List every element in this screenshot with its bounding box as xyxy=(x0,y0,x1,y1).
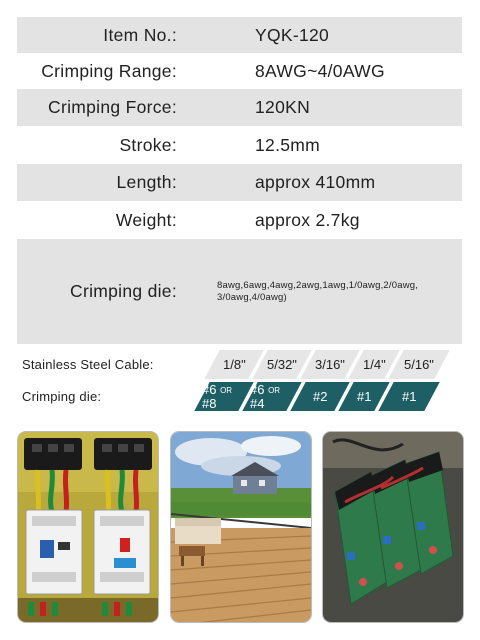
electrical-panel-image xyxy=(18,432,158,622)
die-sizes-text: 8awg,6awg,4awg,2awg,1awg,1/0awg,2/0awg, 3/0awg,4/0awg) xyxy=(217,279,419,303)
cable-size-text: 1/8" xyxy=(222,357,246,372)
die-option: #6 xyxy=(250,381,265,397)
die-option-line xyxy=(250,382,280,397)
cable-size-text: 5/32" xyxy=(267,357,297,372)
wooden-deck-photo xyxy=(170,431,312,623)
spec-row-crimping-die xyxy=(17,239,462,344)
die-option: #6 xyxy=(202,381,217,397)
spec-value: 120KN xyxy=(255,97,311,117)
spec-row-item-no xyxy=(17,17,462,53)
spec-label: Crimping Force: xyxy=(48,97,177,117)
cable-size-text: 1/4" xyxy=(362,357,386,372)
die-cell-content xyxy=(250,383,294,410)
spec-value: YQK-120 xyxy=(255,24,330,45)
spec-label: Crimping die: xyxy=(70,281,177,301)
spec-label: Stroke: xyxy=(119,134,177,155)
spec-value: approx 410mm xyxy=(255,172,376,192)
cable-size-cell xyxy=(388,350,449,379)
electrical-panel-photo xyxy=(17,431,159,623)
spec-row-crimping-range xyxy=(17,53,462,89)
or-text: OR xyxy=(220,386,233,396)
die-option: #8 xyxy=(202,396,217,412)
spec-row-stroke xyxy=(17,126,462,164)
spec-label: Length: xyxy=(116,172,177,192)
die-option: #1 xyxy=(356,389,372,404)
die-option: #4 xyxy=(250,396,265,412)
or-text: OR xyxy=(268,386,281,396)
spec-label: Weight: xyxy=(115,209,177,230)
spec-value: 8AWG~4/0AWG xyxy=(255,60,385,81)
die-option: #1 xyxy=(401,389,417,404)
spec-row-length xyxy=(17,164,462,201)
cable-size-label: Stainless Steel Cable: xyxy=(22,357,154,372)
spec-row-crimping-force xyxy=(17,89,462,126)
spec-label: Item No.: xyxy=(103,24,177,45)
spec-value: approx 2.7kg xyxy=(255,209,360,230)
die-option-line xyxy=(202,382,232,397)
battery-bank-image xyxy=(323,432,463,622)
battery-bank-photo xyxy=(322,431,464,623)
spec-row-weight xyxy=(17,201,462,239)
crimping-die-label: Crimping die: xyxy=(22,389,102,404)
die-option: #2 xyxy=(312,389,328,404)
die-cell xyxy=(378,382,439,411)
die-cell-content xyxy=(202,383,246,410)
cable-size-text: 3/16" xyxy=(315,357,345,372)
wooden-deck-image xyxy=(171,432,311,622)
cable-size-text: 5/16" xyxy=(404,357,434,372)
spec-label: Crimping Range: xyxy=(41,60,177,81)
spec-value: 12.5mm xyxy=(255,134,321,155)
